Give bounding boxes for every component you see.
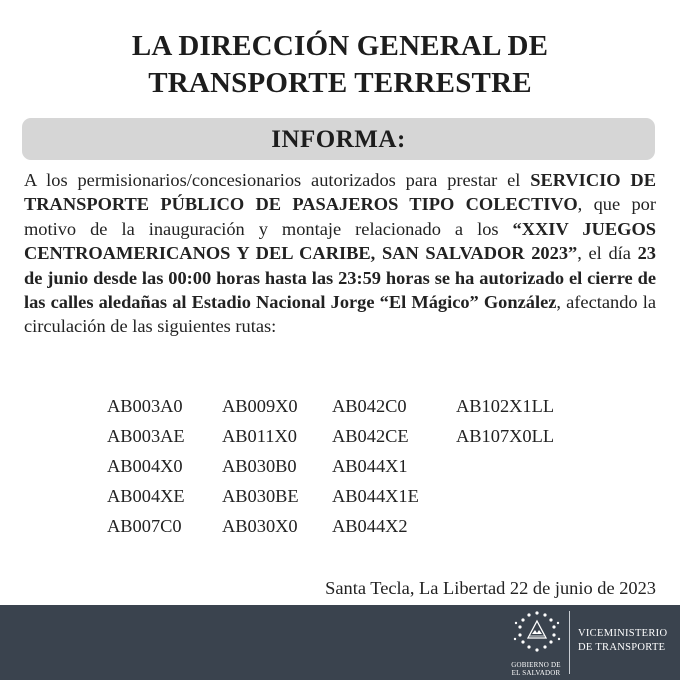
page-title [0, 28, 680, 102]
route-code: AB004X0 [107, 456, 183, 476]
notice-paragraph [24, 168, 656, 339]
date-line: Santa Tecla, La Libertad 22 de junio de 2023 [325, 578, 656, 598]
route-code: AB011X0 [222, 426, 297, 446]
service-type: SERVICIO DE TRANSPORTE PÚBLICO DE PASAJEROS TIPO COLECTIVO [24, 170, 656, 215]
seal-label: GOBIERNO DE EL SALVADOR [511, 661, 561, 677]
footer-bar [0, 605, 680, 680]
notice-text-4: , afectando la circulación de las siguientes rutas: [24, 292, 656, 337]
informa-banner: INFORMA: [22, 118, 655, 160]
route-code: AB007C0 [107, 516, 182, 536]
route-code: AB003A0 [107, 396, 183, 416]
routes-grid [107, 396, 576, 546]
route-code: AB042C0 [332, 396, 407, 416]
route-code: AB003AE [107, 426, 185, 446]
route-code: AB004XE [107, 486, 185, 506]
footer-divider [569, 611, 570, 674]
notice-text-2: , que por motivo de la inauguración y montaje relacionado a los [24, 194, 656, 239]
viceministerio-label: VICEMINISTERIO DE TRANSPORTE [578, 628, 668, 653]
route-code: AB030X0 [222, 516, 298, 536]
route-code [456, 486, 576, 516]
route-code: AB102X1LL [456, 396, 555, 416]
government-seal-icon [510, 609, 564, 661]
route-code: AB044X1E [332, 486, 419, 506]
route-code: AB030B0 [222, 456, 297, 476]
closure-details: 23 de junio desde las 00:00 horas hasta las 23:59 horas se ha autorizado el cierre de las calles aledañas al Estadio Nacional Jorge “El Mágico” González [24, 243, 656, 313]
route-code: AB044X2 [332, 516, 408, 536]
route-code [456, 456, 576, 486]
route-code: AB009X0 [222, 396, 298, 416]
notice-text-3: , el día [577, 243, 631, 264]
route-code: AB042CE [332, 426, 409, 446]
title-line-1: LA DIRECCIÓN GENERAL DE [131, 30, 549, 62]
route-code: AB107X0LL [456, 426, 555, 446]
notice-text-1: A los permisionarios/concesionarios autorizados para prestar el [24, 170, 521, 190]
route-code: AB044X1 [332, 456, 408, 476]
event-name: “XXIV JUEGOS CENTROAMERICANOS Y DEL CARIBE, SAN SALVADOR 2023” [24, 218, 656, 264]
route-code: AB030BE [222, 486, 299, 506]
title-line-2: TRANSPORTE TERRESTRE [148, 67, 532, 99]
route-code [456, 516, 576, 546]
